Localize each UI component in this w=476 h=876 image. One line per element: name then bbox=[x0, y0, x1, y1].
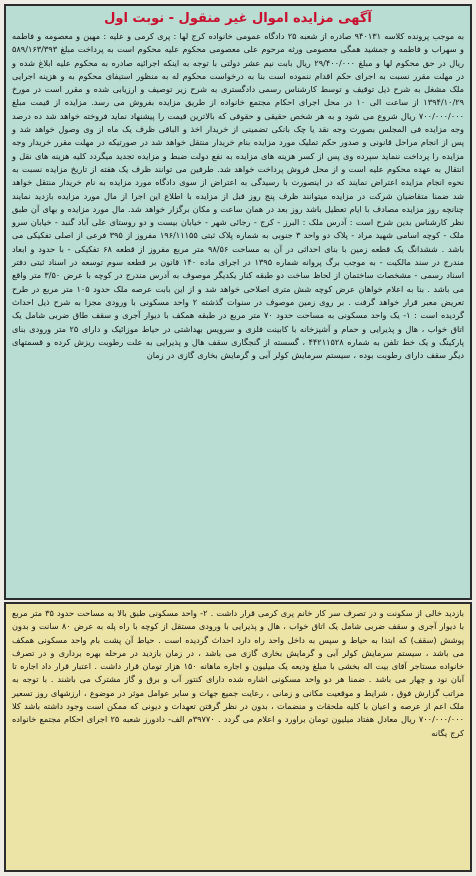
notice-title: آگهی مزایده اموال غیر منقول - نوبت اول bbox=[104, 11, 372, 26]
notice-body-text: به موجب پرونده کلاسه ۹۴۰۱۳۱ صادره از شعبه ۲۵ دادگاه عمومی خانواده کرج لها : پری کرمی و علیه : مهین و معصومه و فاطمه و سهراب و فاطمه و جمشید همگی معصومی ورثه مرحوم علی معصومی محکوم علیه محکوم است به پرداخت مبلغ ۵۸۹/۱۶۳/۳۹۳ ریال در حق محکوم لها و مبلغ ۲۹/۴۰۰/۰۰۰ ریال بابت نیم عشر دولتی با توجه به اینکه اجرائیه صادره به محکوم علیه ابلاغ شده و در مهلت مقرر نسبت به اجرای حکم اقدام ننموده است بنا به درخواست محکوم له به منظور استیفای محکوم به و هزینه اجرایی ملک مشغل به شرح ذیل توقیف و توسط کارشناس رسمی دادگستری به شرح زیر توصیف و ارزیابی شده و مقرر است در مورخ ۱۳۹۴/۱۰/۲۹ از ساعت الی ۱۰ در محل اجرای احکام مجتمع خانواده از طریق مزایده بفروش می رسد. مزایده از قیمت مبلغ ۷۰۰/۰۰۰/۰۰۰ ریال شروع می شود و به هر شخص حقیقی و حقوقی که بالاترین قیمت را پیشنهاد نماید فروخته خواهد شد ده درصد وجه مزایده فی المجلس بصورت وجه نقد یا چک بانکی تضمینی از خریدار اخذ و الباقی ظرف یک ماه از وی وصول خواهد شد و پس از انجام مراحل قانونی و صدور حکم تملیک مورد مزایده بنام خریدار منتقل خواهد شد در صورتیکه در مهلت مقرر خریدار وجه مزایده را پرداخت ننماید سپرده وی پس از کسر هزینه های مزایده به نفع دولت ضبط و مزایده تجدید میگردد کلیه هزینه های نقل و انتقال به عهده محکوم علیه است و از محل فروش پرداخت خواهد شد. طرفین می توانند ظرف یک هفته از تاریخ مزایده نسبت به نحوه انجام مزایده اعتراض نمایند که در اینصورت با رسیدگی به اعتراض از سوی دادگاه مورد مزایده به نام خریدار منتقل خواهد شد ضمنا متقاضیان شرکت در مزایده میتوانند ظرف پنج روز قبل از مزایده با اطلاع این اجرا از مال مورد مزایده بازدید نمایند چنانچه روز مزایده مصادف با ایام تعطیل باشد روز بعد در همان ساعت و مکان برگزار خواهد شد. مال مورد مزایده و بهای آن طبق نظر کارشناس بدین شرح است : آدرس ملک : البرز - کرج - رجائی شهر - خیابان بیست و دو روستای علی آباد گنبد - خیابان سرو ملک - کوچه اسامی شهید مراد - پلاک دو واحد ۳ جنوبی به شماره پلاک ثبتی ۱۹۶/۱۱۱۵۵ مفروز از ۳۹۵ فرعی از اصلی تفکیکی می باشد . ششدانگ یک قطعه زمین با بنای احداثی در آن به مساحت ۹۸/۵۶ متر مربع مفروز از قطعه ۶۸ تفکیکی - با حدود و ابعاد مندرج در سند مالکیت - به موجب برگ پروانه شماره ۱۳۹۵ در اجرای ماده ۱۴۰ قانون بر قطعه سوم توسعه در اسناد ثبتی دفتر اسناد رسمی - مشخصات ساختمان از لحاظ ساخت دو طبقه کنار یکدیگر موصوف به آدرس مندرج در کوچه با عرض ۳/۵۰ متر واقع می باشد . بنا به اعلام خواهان عرض کوچه شش متری اصلاحی خواهد شد و از این بابت عرصه ملک حدود ۱۰۵ متر مربع در طرح تعریض معبر قرار خواهد گرفت . بر روی زمین موصوف در سنوات گذشته ۲ واحد مسکونی با ورودی مجزا به شرح ذیل احداث گردیده است : ۱- یک واحد مسکونی به مساحت حدود ۷۰ متر مربع در طبقه همکف با دیوار آجری و سقف طاق ضربی شامل یک اتاق خواب ، هال و پذیرایی و حمام و آشپزخانه با کابینت فلزی و سرویس بهداشتی در حیاط موزائیک و دارای ۲۵ متر ورودی بنای پارکینگ و یک خط تلفن به شماره ۴۴۲۱۱۵۲۸ ، گسسته از گنجگاری سقف هال و پذیرایی به علت رطوبت ریزش کرده و قسمتهای دیگر سقف دارای رطوبت بوده ، سیستم سرمایش کولر آبی و گرمایش بخاری گازی در زمان bbox=[12, 31, 465, 361]
notice-main-panel bbox=[4, 4, 472, 600]
notice-continuation-panel bbox=[4, 602, 472, 872]
notice-continuation-text: بازدید خالی از سکونت و در تصرف سر کار خانم پری کرمی قرار داشت . ۲- واحد مسکونی طبق بالا به مساحت حدود ۳۵ متر مربع با دیوار آجری و سقف ضربی شامل یک اتاق خواب ، هال و پذیرایی با ورودی مستقل از کوچه با راه پله به عرض ۸۰ سانت و بدون پوشش (سقف) که ابتدا به حیاط و سپس به داخل واحد راه دارد احداث گردیده است . حیاط آن پشت بام واحد مسکونی همکف می باشد ، سیستم سرمایش کولر آبی و گرمایش بخاری گازی می باشد ، در زمان بازدید در مرحله بهره برداری و در تصرف خانواده مستاجر آقای بیت اله بخشی با مبلغ ودیعه یک میلیون و اجاره ماهانه ۱۵۰ هزار تومان قرار داشت . اعتبار قرار داد اجاره تا آبان نود و چهار می باشد . ضمنا هر دو واحد مسکونی اشاره شده دارای کنتور آب و برق و گاز مشترک می باشند . با توجه به مراتب گزارش فوق ، شرایط و موقعیت مکانی و زمانی ، رعایت جمیع جهات و سایر عوامل موثر در موضوع ، ارزشهای روز تسعیر ملک اعم از عرصه و اعیان با کلیه ملحقات و منضمات ، بدون در نظر گرفتن تعهدات و دیونی که ممکن است وجود داشته باشد کلا ۷۰۰/۰۰۰/۰۰۰ ریال معادل هفتاد میلیون تومان براورد و اعلام می گردد . ۳۹۷۷۰م الف- دادورز شعبه ۲۵ اجرای احکام مجتمع خانواده کرج یگانه bbox=[12, 608, 465, 738]
